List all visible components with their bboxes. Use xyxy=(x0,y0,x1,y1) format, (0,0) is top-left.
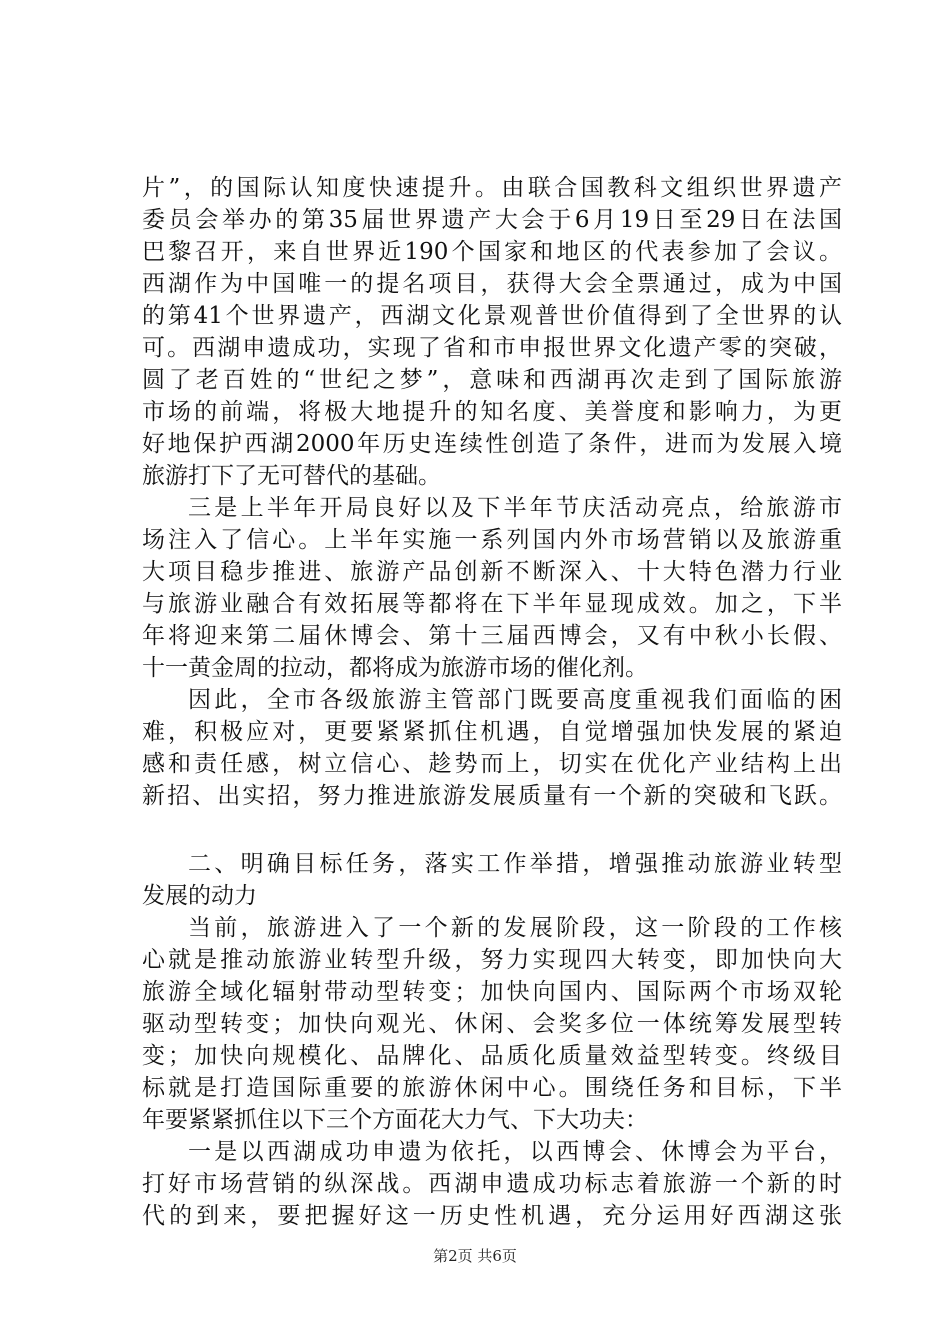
section-heading xyxy=(142,848,842,912)
text-line: 西湖作为中国唯一的提名项目，获得大会全票通过，成为中国 xyxy=(142,271,842,297)
text-line: 年要紧紧抓住以下三个方面花大力气、下大功夫： xyxy=(142,1107,648,1133)
text-line: 发展的动力 xyxy=(142,883,257,909)
text-line: 驱动型转变；加快向观光、休闲、会奖多位一体统筹发展型转 xyxy=(142,1011,842,1037)
paragraph-p3 xyxy=(142,684,842,812)
text-line: 二、明确目标任务，落实工作举措，增强推动旅游业转型 xyxy=(188,851,842,877)
text-line: 委员会举办的第35届世界遗产大会于6月19日至29日在法国 xyxy=(142,207,842,233)
text-line: 场注入了信心。上半年实施一系列国内外市场营销以及旅游重 xyxy=(142,527,842,553)
text-line: 大项目稳步推进、旅游产品创新不断深入、十大特色潜力行业 xyxy=(142,559,842,585)
text-line: 代的到来，要把握好这一历史性机遇，充分运用好西湖这张 xyxy=(142,1203,842,1229)
text-line: 年将迎来第二届休博会、第十三届西博会，又有中秋小长假、 xyxy=(142,623,842,649)
text-line: 一是以西湖成功申遗为依托，以西博会、休博会为平台， xyxy=(188,1139,842,1165)
paragraph-gap xyxy=(142,812,842,848)
document-body xyxy=(142,172,842,1232)
paragraph-p1 xyxy=(142,172,842,492)
paragraph-p2 xyxy=(142,492,842,684)
text-line: 的第41个世界遗产，西湖文化景观普世价值得到了全世界的认 xyxy=(142,303,842,329)
text-line: 变；加快向规模化、品牌化、品质化质量效益型转变。终级目 xyxy=(142,1043,842,1069)
text-line: 旅游打下了无可替代的基础。 xyxy=(142,463,441,489)
text-line: 好地保护西湖2000年历史连续性创造了条件，进而为发展入境 xyxy=(142,431,842,457)
text-line: 心就是推动旅游业转型升级，努力实现四大转变，即加快向大 xyxy=(142,947,842,973)
text-line: 片”，的国际认知度快速提升。由联合国教科文组织世界遗产 xyxy=(142,175,842,201)
text-line: 十一黄金周的拉动，都将成为旅游市场的催化剂。 xyxy=(142,655,648,681)
text-line: 圆了老百姓的“世纪之梦”，意味和西湖再次走到了国际旅游 xyxy=(142,367,842,393)
text-line: 市场的前端，将极大地提升的知名度、美誉度和影响力，为更 xyxy=(142,399,842,425)
text-line: 感和责任感，树立信心、趁势而上，切实在优化产业结构上出 xyxy=(142,751,842,777)
text-line: 当前，旅游进入了一个新的发展阶段，这一阶段的工作核 xyxy=(188,915,842,941)
text-line: 打好市场营销的纵深战。西湖申遗成功标志着旅游一个新的时 xyxy=(142,1171,842,1197)
paragraph-p5 xyxy=(142,1136,842,1232)
text-line: 难，积极应对，更要紧紧抓住机遇，自觉增强加快发展的紧迫 xyxy=(142,719,842,745)
text-line: 旅游全域化辐射带动型转变；加快向国内、国际两个市场双轮 xyxy=(142,979,842,1005)
text-line: 巴黎召开，来自世界近190个国家和地区的代表参加了会议。 xyxy=(142,239,842,265)
text-line: 因此，全市各级旅游主管部门既要高度重视我们面临的困 xyxy=(188,687,842,713)
page-number-footer: 第2页 共6页 xyxy=(433,1247,517,1265)
text-line: 新招、出实招，努力推进旅游发展质量有一个新的突破和飞跃。 xyxy=(142,783,842,809)
text-line: 与旅游业融合有效拓展等都将在下半年显现成效。加之，下半 xyxy=(142,591,842,617)
text-line: 可。西湖申遗成功，实现了省和市申报世界文化遗产零的突破， xyxy=(142,335,842,361)
text-line: 标就是打造国际重要的旅游休闲中心。围绕任务和目标，下半 xyxy=(142,1075,842,1101)
text-line: 三是上半年开局良好以及下半年节庆活动亮点，给旅游市 xyxy=(188,495,842,521)
paragraph-p4 xyxy=(142,912,842,1136)
